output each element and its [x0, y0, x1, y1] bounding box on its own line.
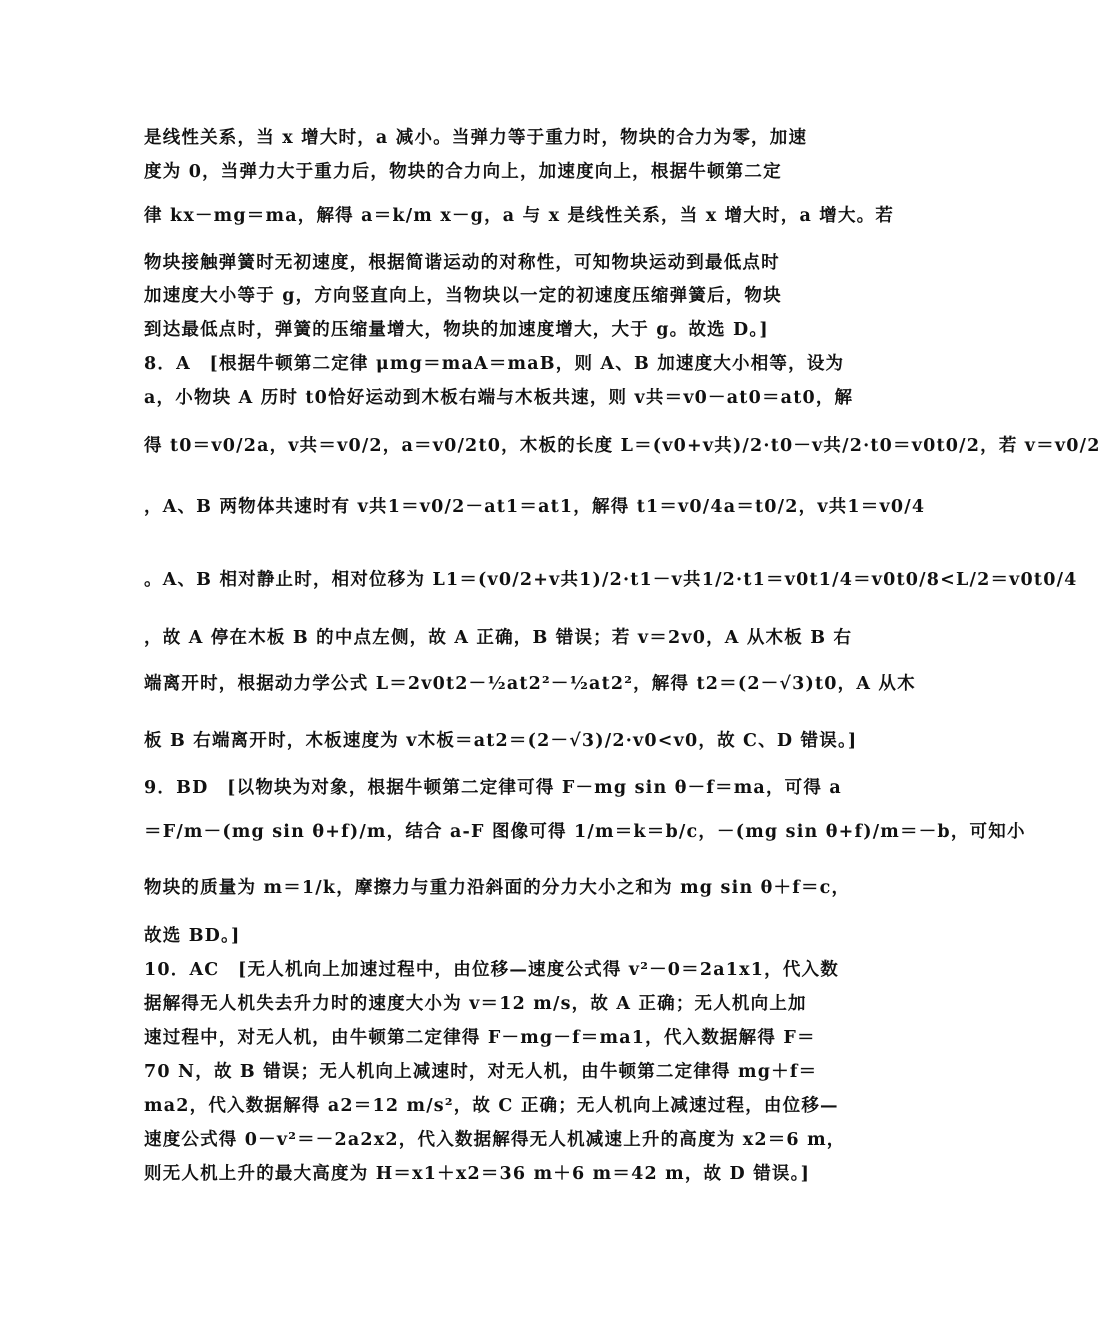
- text-line: ，A、B 两物体共速时有 v共1＝v0/2－at1＝at1，解得 t1＝v0/4a＝t0/2，v共1＝v0/4: [144, 497, 926, 517]
- text-line: 故选 BD。]: [144, 926, 241, 946]
- text-line: ma2，代入数据解得 a2＝12 m/s²，故 C 正确；无人机向上减速过程，由位移—: [144, 1096, 839, 1116]
- text-line: 物块的质量为 m＝1/k，摩擦力与重力沿斜面的分力大小之和为 mg sin θ＋f＝c，: [144, 878, 851, 898]
- text-line: 据解得无人机失去升力时的速度大小为 v＝12 m/s，故 A 正确；无人机向上加: [144, 994, 807, 1014]
- text-line: ，故 A 停在木板 B 的中点左侧，故 A 正确，B 错误；若 v＝2v0，A 从木板 B 右: [144, 628, 853, 648]
- text-line: 。A、B 相对静止时，相对位移为 L1＝(v0/2+v共1)/2·t1－v共1/2·t1＝v0t1/4＝v0t0/8<L/2＝v0t0/4: [144, 570, 1078, 590]
- text-line: 律 kx－mg＝ma，解得 a＝k/m x－g，a 与 x 是线性关系，当 x 增大时，a 增大。若: [144, 206, 895, 226]
- text-line: 8．A [根据牛顿第二定律 μmg＝maA＝maB，则 A、B 加速度大小相等，设为: [144, 354, 845, 374]
- text-line: 速度公式得 0－v²＝－2a2x2，代入数据解得无人机减速上升的高度为 x2＝6 m，: [144, 1130, 846, 1150]
- text-line: 物块接触弹簧时无初速度，根据简谐运动的对称性，可知物块运动到最低点时: [144, 253, 780, 273]
- text-line: ＝F/m－(mg sin θ+f)/m，结合 a-F 图像可得 1/m＝k＝b/c，－(mg sin θ+f)/m＝－b，可知小: [144, 822, 1026, 842]
- text-line: a，小物块 A 历时 t0恰好运动到木板右端与木板共速，则 v共＝v0－at0＝at0，解: [144, 388, 854, 408]
- text-line: 加速度大小等于 g，方向竖直向上，当物块以一定的初速度压缩弹簧后，物块: [144, 286, 782, 306]
- text-line: 得 t0＝v0/2a，v共＝v0/2，a＝v0/2t0，木板的长度 L＝(v0+v共)/2·t0－v共/2·t0＝v0t0/2，若 v＝v0/2: [144, 436, 1101, 456]
- text-line: 70 N，故 B 错误；无人机向上减速时，对无人机，由牛顿第二定律得 mg＋f＝: [144, 1062, 818, 1082]
- text-line: 速过程中，对无人机，由牛顿第二定律得 F－mg－f＝ma1，代入数据解得 F＝: [144, 1028, 816, 1048]
- text-line: 板 B 右端离开时，木板速度为 v木板＝at2＝(2－√3)/2·v0<v0，故 C、D 错误。]: [144, 731, 858, 751]
- text-line: 9．BD [以物块为对象，根据牛顿第二定律可得 F－mg sin θ－f＝ma，可得 a: [144, 778, 842, 798]
- text-line: 10．AC [无人机向上加速过程中，由位移—速度公式得 v²－0＝2a1x1，代入数: [144, 960, 839, 980]
- text-line: 到达最低点时，弹簧的压缩量增大，物块的加速度增大，大于 g。故选 D。]: [144, 320, 769, 340]
- text-line: 是线性关系，当 x 增大时，a 减小。当弹力等于重力时，物块的合力为零，加速: [144, 128, 808, 148]
- text-line: 度为 0，当弹力大于重力后，物块的合力向上，加速度向上，根据牛顿第二定: [144, 162, 782, 182]
- text-line: 端离开时，根据动力学公式 L＝2v0t2－½at2²－½at2²，解得 t2＝(2－√3)t0，A 从木: [144, 674, 916, 694]
- text-line: 则无人机上升的最大高度为 H＝x1＋x2＝36 m＋6 m＝42 m，故 D 错误。]: [144, 1164, 811, 1184]
